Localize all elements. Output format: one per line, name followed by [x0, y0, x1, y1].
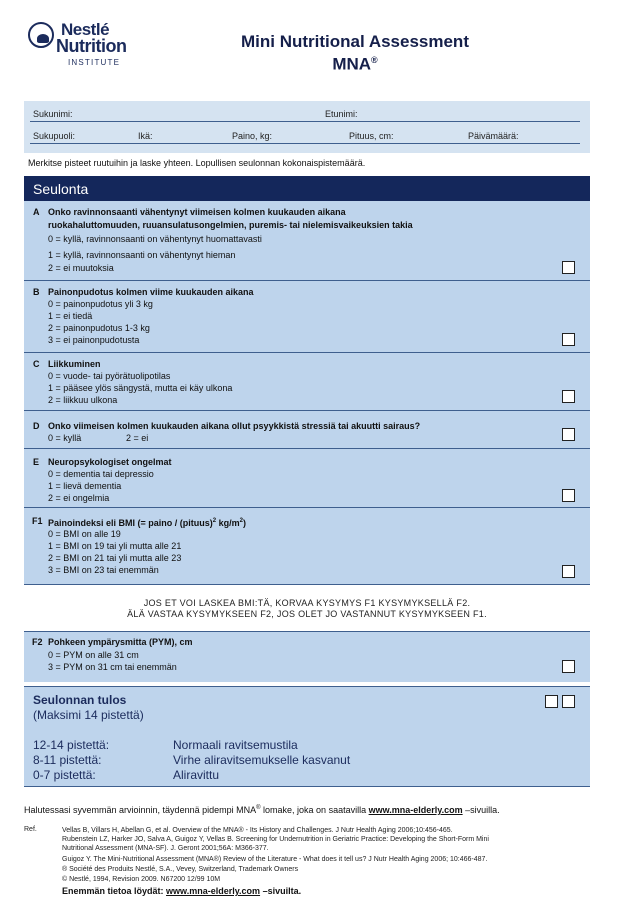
score-checkbox-f2[interactable] [562, 660, 575, 673]
question-letter: D [33, 421, 40, 431]
bmi-note-line2: ÄLÄ VASTAA KYSYMYKSEEN F2, JOS OLET JO VASTANNUT KYSYMYKSEEN F1. [127, 609, 487, 619]
nest-logo-icon [28, 22, 54, 48]
section-header: Seulonta [24, 176, 590, 201]
option: 3 = ei painonpudotusta [48, 335, 140, 345]
date-label: Päivämäärä: [468, 131, 519, 141]
option: 0 = kyllä, ravinnonsaanti on vähentynyt huomattavasti [48, 234, 262, 244]
question-d [24, 411, 590, 449]
result-subtitle: (Maksimi 14 pistettä) [33, 708, 144, 722]
score-checkbox-a[interactable] [562, 261, 575, 274]
question-a [24, 201, 590, 281]
option: 0 = dementia tai depressio [48, 469, 154, 479]
question-letter: A [33, 207, 40, 217]
option: 0 = BMI on alle 19 [48, 529, 121, 539]
logo-sub: INSTITUTE [68, 58, 121, 67]
result-label: Normaali ravitsemustila [173, 738, 298, 752]
option: 1 = kyllä, ravinnonsaanti on vähentynyt hieman [48, 250, 236, 260]
logo-name: Nutrition [56, 36, 127, 56]
reference-line: ® Société des Produits Nestlé, S.A., Vevey, Switzerland, Trademark Owners [62, 866, 299, 873]
mna-more-link[interactable]: www.mna-elderly.com [166, 886, 261, 896]
question-letter: B [33, 287, 40, 297]
height-label: Pituus, cm: [349, 131, 394, 141]
option: 1 = pääsee ylös sängystä, mutta ei käy ulkona [48, 383, 233, 393]
option: 1 = BMI on 19 tai yli mutta alle 21 [48, 541, 182, 551]
question-b [24, 281, 590, 353]
option: 2 = BMI on 21 tai yli mutta alle 23 [48, 553, 182, 563]
ref-label: Ref. [24, 826, 37, 833]
total-score-box-units[interactable] [562, 695, 575, 708]
option: 3 = BMI on 23 tai enemmän [48, 565, 159, 575]
question-letter: C [33, 359, 40, 369]
weight-label: Paino, kg: [232, 131, 273, 141]
score-checkbox-e[interactable] [562, 489, 575, 502]
nestle-nutrition-logo [28, 20, 138, 76]
details-field[interactable] [30, 143, 580, 144]
logo-brand: Nestlé [61, 20, 110, 39]
footnote: Halutessasi syvemmän arvioinnin, täydennä pidempi MNA® lomake, joka on saatavilla www.mna-elderly.com –sivuilla. [24, 805, 500, 815]
surname-field[interactable] [30, 121, 580, 122]
question-title: Pohkeen ympärysmitta (PYM), cm [48, 637, 193, 647]
option: 0 = painonpudotus yli 3 kg [48, 299, 153, 309]
question-title: Onko viimeisen kolmen kuukauden aikana ollut psyykkistä stressiä tai akuutti sairaus? [48, 421, 421, 431]
mna-link[interactable]: www.mna-elderly.com [368, 805, 463, 815]
title-line1: Mini Nutritional Assessment [241, 32, 469, 51]
option: 2 = ei ongelmia [48, 493, 110, 503]
option: 2 = ei muutoksia [48, 263, 114, 273]
gender-label: Sukupuoli: [33, 131, 76, 141]
score-checkbox-f1[interactable] [562, 565, 575, 578]
reference-line: Nutritional Assessment (MNA-SF). J. Geront 2001;56A: M366-377. [62, 845, 269, 852]
result-title: Seulonnan tulos [33, 693, 127, 707]
bmi-note-line1: JOS ET VOI LASKEA BMI:TÄ, KORVAA KYSYMYS F1 KYSYMYKSELLÄ F2. [143, 598, 471, 608]
question-title: ruokahaluttomuuden, ruuansulatusongelmien, puremis- tai nielemisvaikeuksien takia [48, 220, 413, 230]
question-letter: E [33, 457, 40, 467]
result-range: 8-11 pistettä: [33, 753, 102, 767]
option: 1 = ei tiedä [48, 311, 93, 321]
question-title: Liikkuminen [48, 359, 101, 369]
question-letter: F2 [32, 637, 43, 647]
question-title: Painonpudotus kolmen viime kuukauden aikana [48, 287, 254, 297]
option: 1 = lievä dementia [48, 481, 122, 491]
question-title: Onko ravinnonsaanti vähentynyt viimeisen kolmen kuukauden aikana [48, 207, 346, 217]
question-title: Neuropsykologiset ongelmat [48, 457, 172, 467]
score-checkbox-b[interactable] [562, 333, 575, 346]
surname-label: Sukunimi: [33, 109, 73, 119]
instruction-text: Merkitse pisteet ruutuihin ja laske yhteen. Lopullisen seulonnan kokonaispistemäärä. [28, 158, 366, 168]
firstname-label: Etunimi: [325, 109, 358, 119]
patient-info-box [24, 101, 590, 153]
result-range: 12-14 pistettä: [33, 738, 110, 752]
result-label: Virhe aliravitsemukselle kasvanut [173, 753, 351, 767]
question-f1 [24, 508, 590, 585]
option: 2 = ei [126, 433, 149, 443]
total-score-box-tens[interactable] [545, 695, 558, 708]
option: 3 = PYM on 31 cm tai enemmän [48, 662, 177, 672]
question-letter: F1 [32, 516, 43, 526]
option: 0 = vuode- tai pyörätuolipotilas [48, 371, 171, 381]
reference-line: Guigoz Y. The Mini-Nutritional Assessment (MNA®) Review of the Literature - What does it tell us? J Nutr Health Aging 2006; 10:466-487. [62, 856, 488, 863]
option: 2 = liikkuu ulkona [48, 395, 118, 405]
option: 2 = painonpudotus 1-3 kg [48, 323, 150, 333]
result-range: 0-7 pistettä: [33, 768, 96, 782]
score-checkbox-d[interactable] [562, 428, 575, 441]
option: 0 = PYM on alle 31 cm [48, 650, 139, 660]
question-e [24, 449, 590, 508]
page-title [200, 32, 510, 74]
reference-line: © Nestlé, 1994, Revision 2009. N67200 12/99 10M [62, 876, 221, 883]
more-info: Enemmän tietoa löydät: www.mna-elderly.com –sivuilta. [62, 886, 302, 896]
question-c [24, 353, 590, 411]
option: 0 = kyllä [48, 433, 82, 443]
question-f2 [24, 631, 590, 682]
score-checkbox-c[interactable] [562, 390, 575, 403]
screening-result [24, 686, 590, 787]
reference-line: Rubenstein LZ, Harker JO, Salva A, Guigoz Y, Vellas B. Screening for Undernutrition in Geriatric Practice: Developing the Short-Form Mini [62, 836, 489, 843]
question-title: Painoindeksi eli BMI (= paino / (pituus)$^2$ $kg/m^2$) [48, 518, 246, 528]
result-label: Aliravittu [173, 768, 220, 782]
title-line2: MNA® [332, 54, 378, 74]
age-label: Ikä: [138, 131, 153, 141]
reference-line: Vellas B, Villars H, Abellan G, et al. Overview of the MNA® - Its History and Challenges. J Nutr Health Aging 2006;10:456-465. [62, 827, 453, 834]
